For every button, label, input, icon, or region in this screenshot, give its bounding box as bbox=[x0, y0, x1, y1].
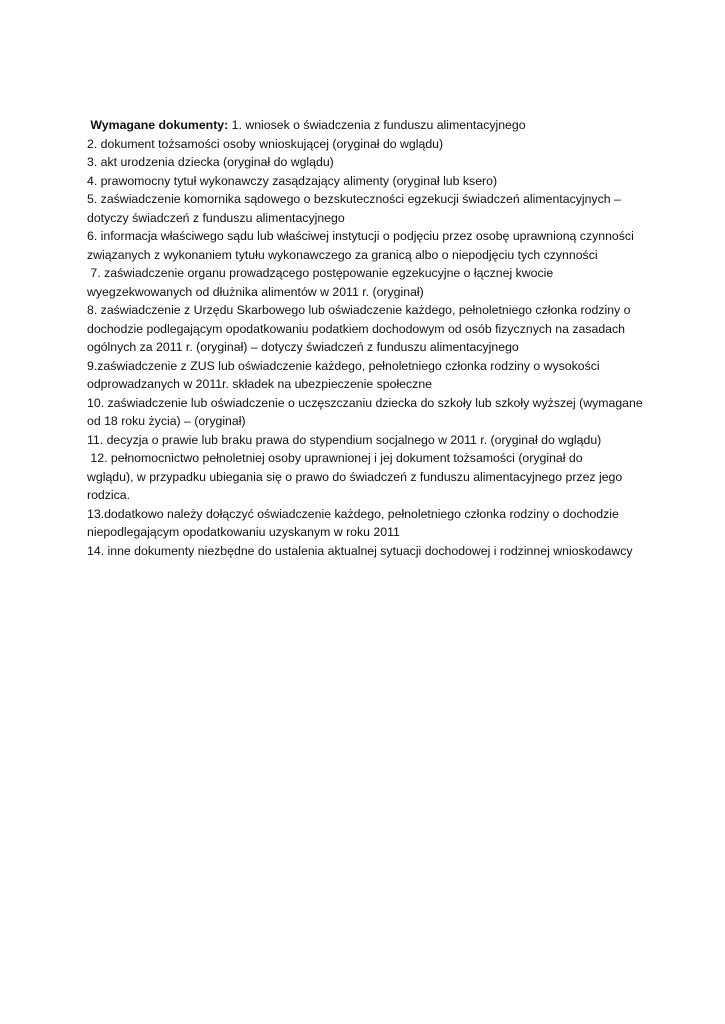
document-line-23: niepodlegającym opodatkowaniu uzyskanym w roku 2011 bbox=[87, 525, 400, 539]
item-1-text: 1. wniosek o świadczenia z funduszu alimentacyjnego bbox=[228, 118, 526, 132]
heading-label: Wymagane dokumenty: bbox=[90, 118, 229, 132]
document-line-15: odprowadzanych w 2011r. składek na ubezpieczenie społeczne bbox=[87, 377, 432, 391]
document-line-4: 4. prawomocny tytuł wykonawczy zasądzający alimenty (oryginał lub ksero) bbox=[87, 173, 498, 188]
document-line-12: dochodzie podlegającym opodatkowaniu podatkiem dochodowym od osób fizycznych na zasadach bbox=[87, 321, 625, 336]
document-line-14: 9.zaświadczenie z ZUS lub oświadczenie każdego, pełnoletniego członka rodziny o wysokości bbox=[87, 358, 600, 373]
document-line-7: 6. informacja właściwego sądu lub właściwej instytucji o podjęciu przez osobę uprawnioną czynności bbox=[87, 229, 634, 243]
document-line-17: od 18 roku życia) – (oryginał) bbox=[87, 414, 246, 428]
document-line-5: 5. zaświadczenie komornika sądowego o bezskuteczności egzekucji świadczeń alimentacyjnych – bbox=[87, 192, 621, 206]
document-line-24: 14. inne dokumenty niezbędne do ustalenia aktualnej sytuacji dochodowej i rodzinnej wnioskodawcy bbox=[87, 543, 633, 558]
document-line-22: 13.dodatkowo należy dołączyć oświadczenie każdego, pełnoletniego członka rodziny o dochodzie bbox=[87, 506, 619, 521]
document-line-1 bbox=[87, 116, 667, 135]
document-line-2: 2. dokument tożsamości osoby wnioskującej (oryginał do wglądu) bbox=[87, 136, 444, 151]
document-line-20: wglądu), w przypadku ubiegania się o prawo do świadczeń z funduszu alimentacyjnego przez jego bbox=[87, 469, 623, 484]
document-line-10: wyegzekwowanych od dłużnika alimentów w 2011 r. (oryginał) bbox=[87, 284, 424, 299]
document-line-6: dotyczy świadczeń z funduszu alimentacyjnego bbox=[87, 210, 345, 225]
document-line-19: 12. pełnomocnictwo pełnoletniej osoby uprawnionej i jej dokument tożsamości (oryginał do bbox=[87, 451, 583, 465]
document-line-21: rodzica. bbox=[87, 488, 131, 502]
required-documents-list bbox=[87, 116, 667, 560]
document-line-11: 8. zaświadczenie z Urzędu Skarbowego lub oświadczenie każdego, pełnoletniego członka rodziny o bbox=[87, 303, 631, 317]
document-line-3: 3. akt urodzenia dziecka (oryginał do wglądu) bbox=[87, 155, 334, 169]
document-line-8: związanych z wykonaniem tytułu wykonawczego za granicą albo o niepodjęciu tych czynności bbox=[87, 247, 598, 262]
document-line-18: 11. decyzja o prawie lub braku prawa do stypendium socjalnego w 2011 r. (oryginał do wglądu) bbox=[87, 432, 602, 447]
document-line-13: ogólnych za 2011 r. (oryginał) – dotyczy świadczeń z funduszu alimentacyjnego bbox=[87, 340, 519, 354]
document-line-9: 7. zaświadczenie organu prowadzącego postępowanie egzekucyjne o łącznej kwocie bbox=[87, 266, 554, 280]
document-line-16: 10. zaświadczenie lub oświadczenie o uczęszczaniu dziecka do szkoły lub szkoły wyższej (wymagane bbox=[87, 395, 643, 410]
